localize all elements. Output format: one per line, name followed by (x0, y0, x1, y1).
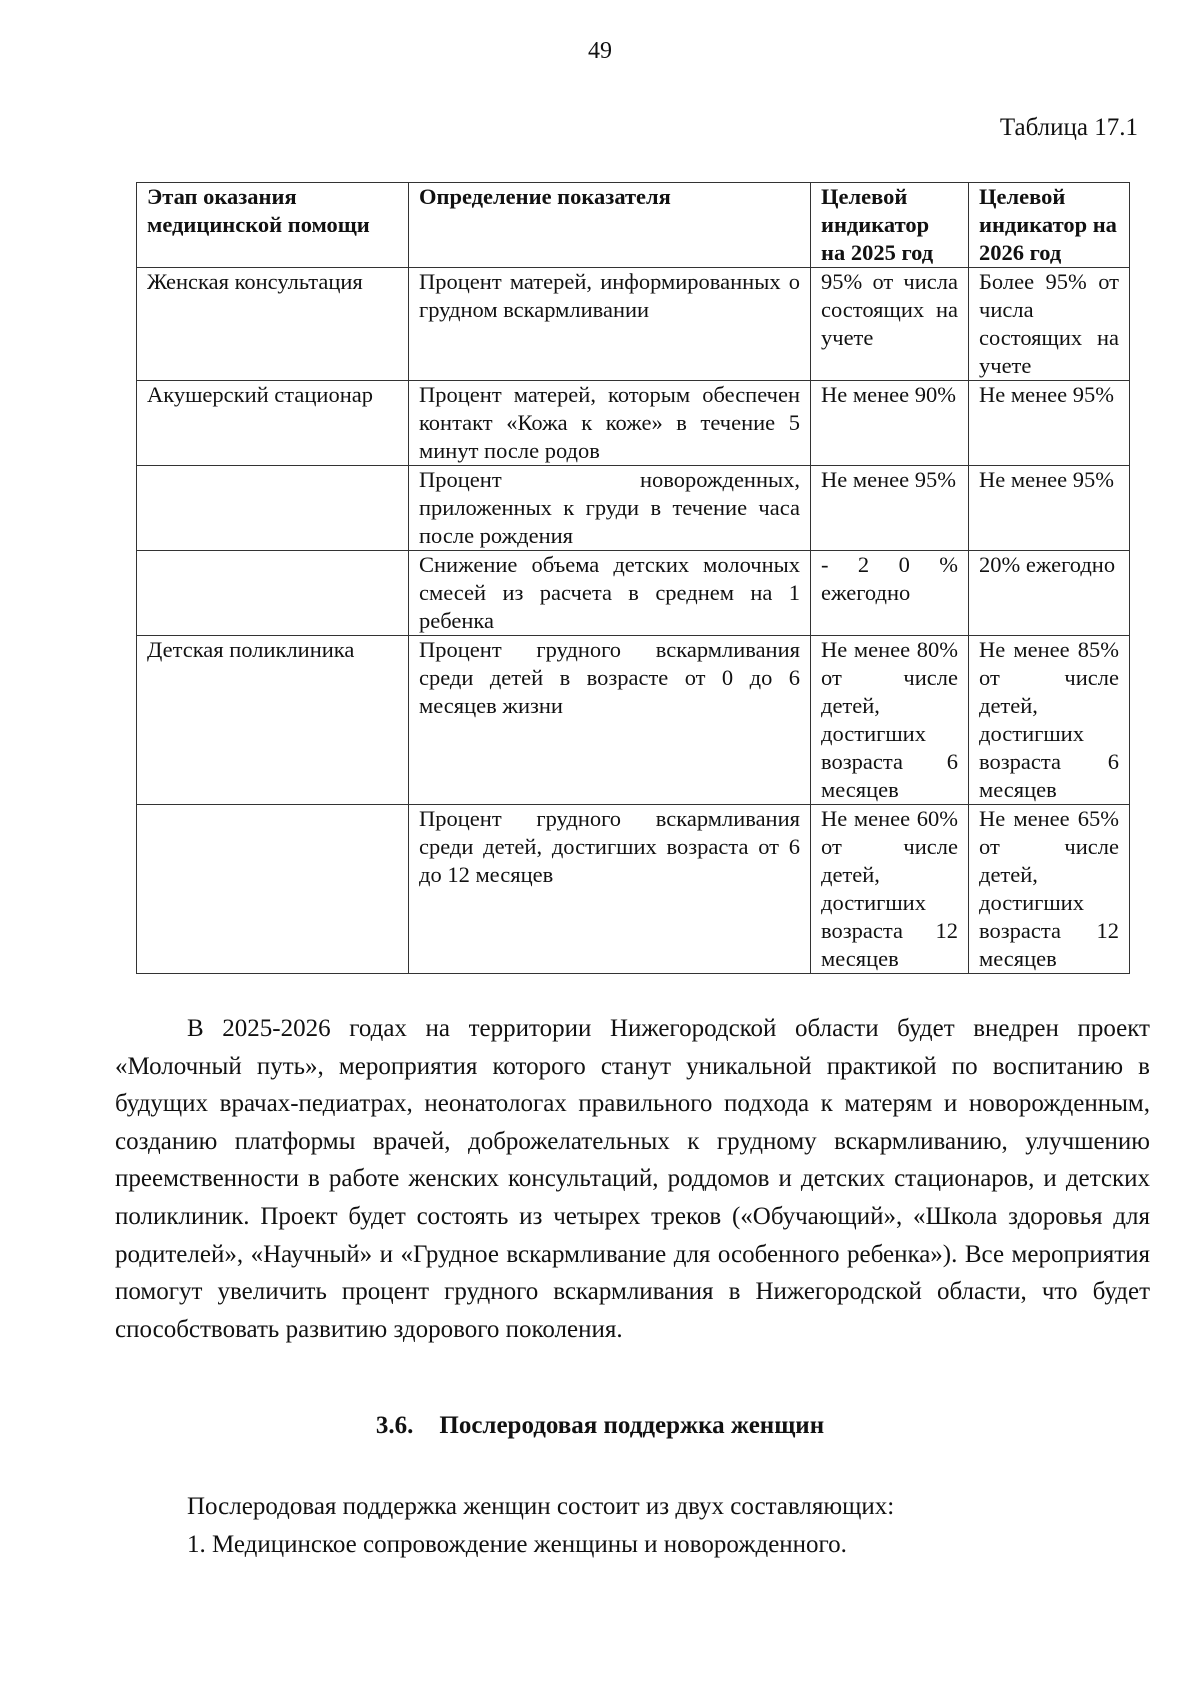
cell-target-2025: Не менее 60% от числе детей, достигших возраста 12 месяцев (811, 805, 969, 974)
cell-definition: Снижение объема детских молочных смесей из расчета в среднем на 1 ребенка (409, 551, 811, 636)
cell-target-2026: Более 95% от числа состоящих на учете (969, 268, 1130, 381)
header-definition: Определение показателя (409, 183, 811, 268)
indicators-table (136, 182, 1130, 974)
header-stage: Этап оказания медицинской помощи (137, 183, 409, 268)
table-row (137, 551, 1130, 636)
body-paragraph: В 2025-2026 годах на территории Нижегородской области будет внедрен проект «Молочный путь», мероприятия которого станут уникальной практикой по воспитанию в будущих врачах-педиатрах, неонатологах правильного подхода к матерям и новорожденным, созданию платформы врачей, доброжелательных к грудному вскармливанию, улучшению преемственности в работе женских консультаций, роддомов и детских стационаров, и детских поликлиник. Проект будет состоять из четырех треков («Обучающий», «Школа здоровья для родителей», «Научный» и «Грудное вскармливание для особенного ребенка»). Все мероприятия помогут увеличить процент грудного вскармливания в Нижегородской области, что будет способствовать развитию здорового поколения. (115, 1015, 1150, 1343)
cell-stage (137, 805, 409, 974)
cell-target-2026: Не менее 85% от числе детей, достигших возраста 6 месяцев (969, 636, 1130, 805)
cell-definition: Процент грудного вскармливания среди детей в возрасте от 0 до 6 месяцев жизни (409, 636, 811, 805)
section-number: 3.6. (375, 1412, 414, 1439)
table-row (137, 466, 1130, 551)
table-caption: Таблица 17.1 (999, 114, 1138, 141)
cell-target-2026: Не менее 65% от числе детей, достигших возраста 12 месяцев (969, 805, 1130, 974)
table-row (137, 268, 1130, 381)
cell-target-2025: Не менее 95% (811, 466, 969, 551)
cell-target-2026: Не менее 95% (969, 381, 1130, 466)
cell-target-2026: 20% ежегодно (969, 551, 1130, 636)
section-title: Послеродовая поддержка женщин (439, 1412, 825, 1439)
cell-stage: Женская консультация (137, 268, 409, 381)
cell-definition: Процент матерей, которым обеспечен контакт «Кожа к коже» в течение 5 минут после родов (409, 381, 811, 466)
page-number: 49 (588, 38, 612, 64)
cell-stage (137, 551, 409, 636)
table-header-row (137, 183, 1130, 268)
cell-definition: Процент матерей, информированных о грудном вскармливании (409, 268, 811, 381)
cell-definition: Процент грудного вскармливания среди детей, достигших возраста от 6 до 12 месяцев (409, 805, 811, 974)
section-intro: Послеродовая поддержка женщин состоит из двух составляющих: (187, 1493, 895, 1520)
table-row (137, 805, 1130, 974)
cell-target-2026: Не менее 95% (969, 466, 1130, 551)
cell-stage (137, 466, 409, 551)
list-item: 1. Медицинское сопровождение женщины и новорожденного. (187, 1531, 847, 1558)
cell-target-2025: Не менее 80% от числе детей, достигших возраста 6 месяцев (811, 636, 969, 805)
section-heading (0, 1412, 1200, 1440)
cell-definition: Процент новорожденных, приложенных к груди в течение часа после рождения (409, 466, 811, 551)
header-target-2026: Целевой индикатор на 2026 год (969, 183, 1130, 268)
cell-target-2025: - 2 0 % ежегодно (811, 551, 969, 636)
table-row (137, 381, 1130, 466)
cell-stage: Детская поликлиника (137, 636, 409, 805)
table-row (137, 636, 1130, 805)
header-target-2025: Целевой индикатор на 2025 год (811, 183, 969, 268)
cell-target-2025: 95% от числа состоящих на учете (811, 268, 969, 381)
cell-stage: Акушерский стационар (137, 381, 409, 466)
cell-target-2025: Не менее 90% (811, 381, 969, 466)
